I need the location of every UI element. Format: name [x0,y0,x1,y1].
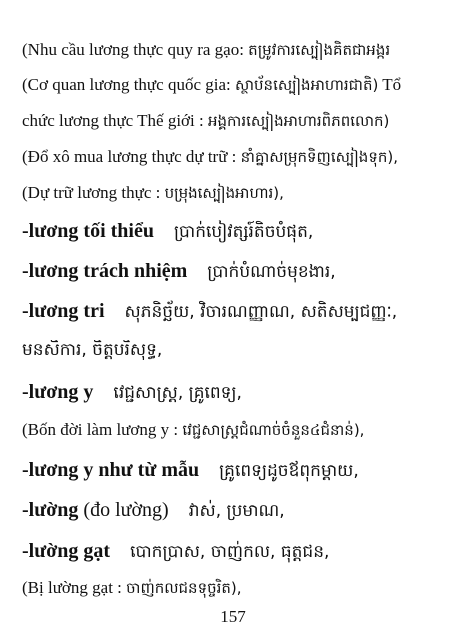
entry-luong [22,498,456,522]
line-2 [22,75,456,95]
definition: សុភនិច្ឆ័យ, វិចារណញ្ញាណ, សតិសម្បជញ្ញៈ, [124,302,398,322]
definition: ប្រាក់បំណាច់មុខងារ, [207,262,336,282]
vn-text: (Bị lường gạt : [22,578,122,597]
km-text: ស្ថាប័នស្បៀងអាហារជាតិ) [234,76,379,94]
entry-luong-y-nhu-tu-mau [22,458,456,482]
line-5 [22,183,456,203]
headword: -lương y [22,381,94,403]
vn-text: chức lương thực Thế giới : [22,111,204,130]
headword: -lương trách nhiệm [22,260,188,282]
km-text: បម្រុងស្បៀងអាហារ), [164,184,284,202]
example-bi-luong-gat [22,578,456,598]
headword: -lương tối thiểu [22,220,154,242]
definition: វាស់, ប្រមាណ, [188,501,285,521]
headword: -lương y như từ mẫu [22,459,200,481]
vn-text: (Dự trữ lương thực : [22,183,161,202]
definition: បោកប្រាស, ចាញ់កល, ធុត្តជន, [130,542,330,562]
km-text: តម្រូវការស្បៀងគិតជាអង្ករ [248,41,391,59]
page-number: 157 [220,607,246,626]
km-text: វេជ្ជសាស្ត្រជំណាច់ចំនួន៤ជំនាន់), [182,421,365,439]
vn-text: (Cơ quan lương thực quốc gia: [22,75,231,94]
headword: -lường gạt [22,540,111,562]
km-text: អង្គការស្បៀងអាហារពិភពលោក) [208,112,390,130]
example-bon-doi [22,420,456,440]
definition: វេជ្ជសាស្ត្រ, គ្រូពេទ្យ, [113,383,242,403]
line-3 [22,111,456,131]
line-1 [22,40,456,60]
definition: ប្រាក់បៀវត្សរ៍តិចបំផុត, [173,222,314,242]
vn-text: (Nhu cầu lương thực quy ra gạo: [22,40,244,59]
line-4 [22,147,456,167]
entry-luong-gat [22,539,456,563]
entry-luong-y [22,380,456,404]
km-text: ចាញ់កលជនទុច្ចរិត), [126,579,242,597]
headword: -lương tri [22,300,105,322]
km-text: នាំគ្នាសម្រុកទិញស្បៀងទុក), [240,148,398,166]
vn-text: (Đổ xô mua lương thực dự trữ : [22,147,237,166]
entry-luong-toi-thieu [22,219,456,243]
entry-luong-tri-continued [22,340,456,360]
definition: មនសិការ, ចិត្តបរិសុទ្ធ, [22,340,163,360]
vn-text: (Bốn đời làm lương y : [22,420,179,439]
definition: គ្រូពេទ្យដូចឪពុកម្តាយ, [219,461,359,481]
gloss: (đo lường) [83,499,169,521]
entry-luong-trach-nhiem [22,259,456,283]
entry-luong-tri [22,299,456,323]
headword: -lường [22,499,79,521]
vn-text-2: Tổ [382,75,402,94]
